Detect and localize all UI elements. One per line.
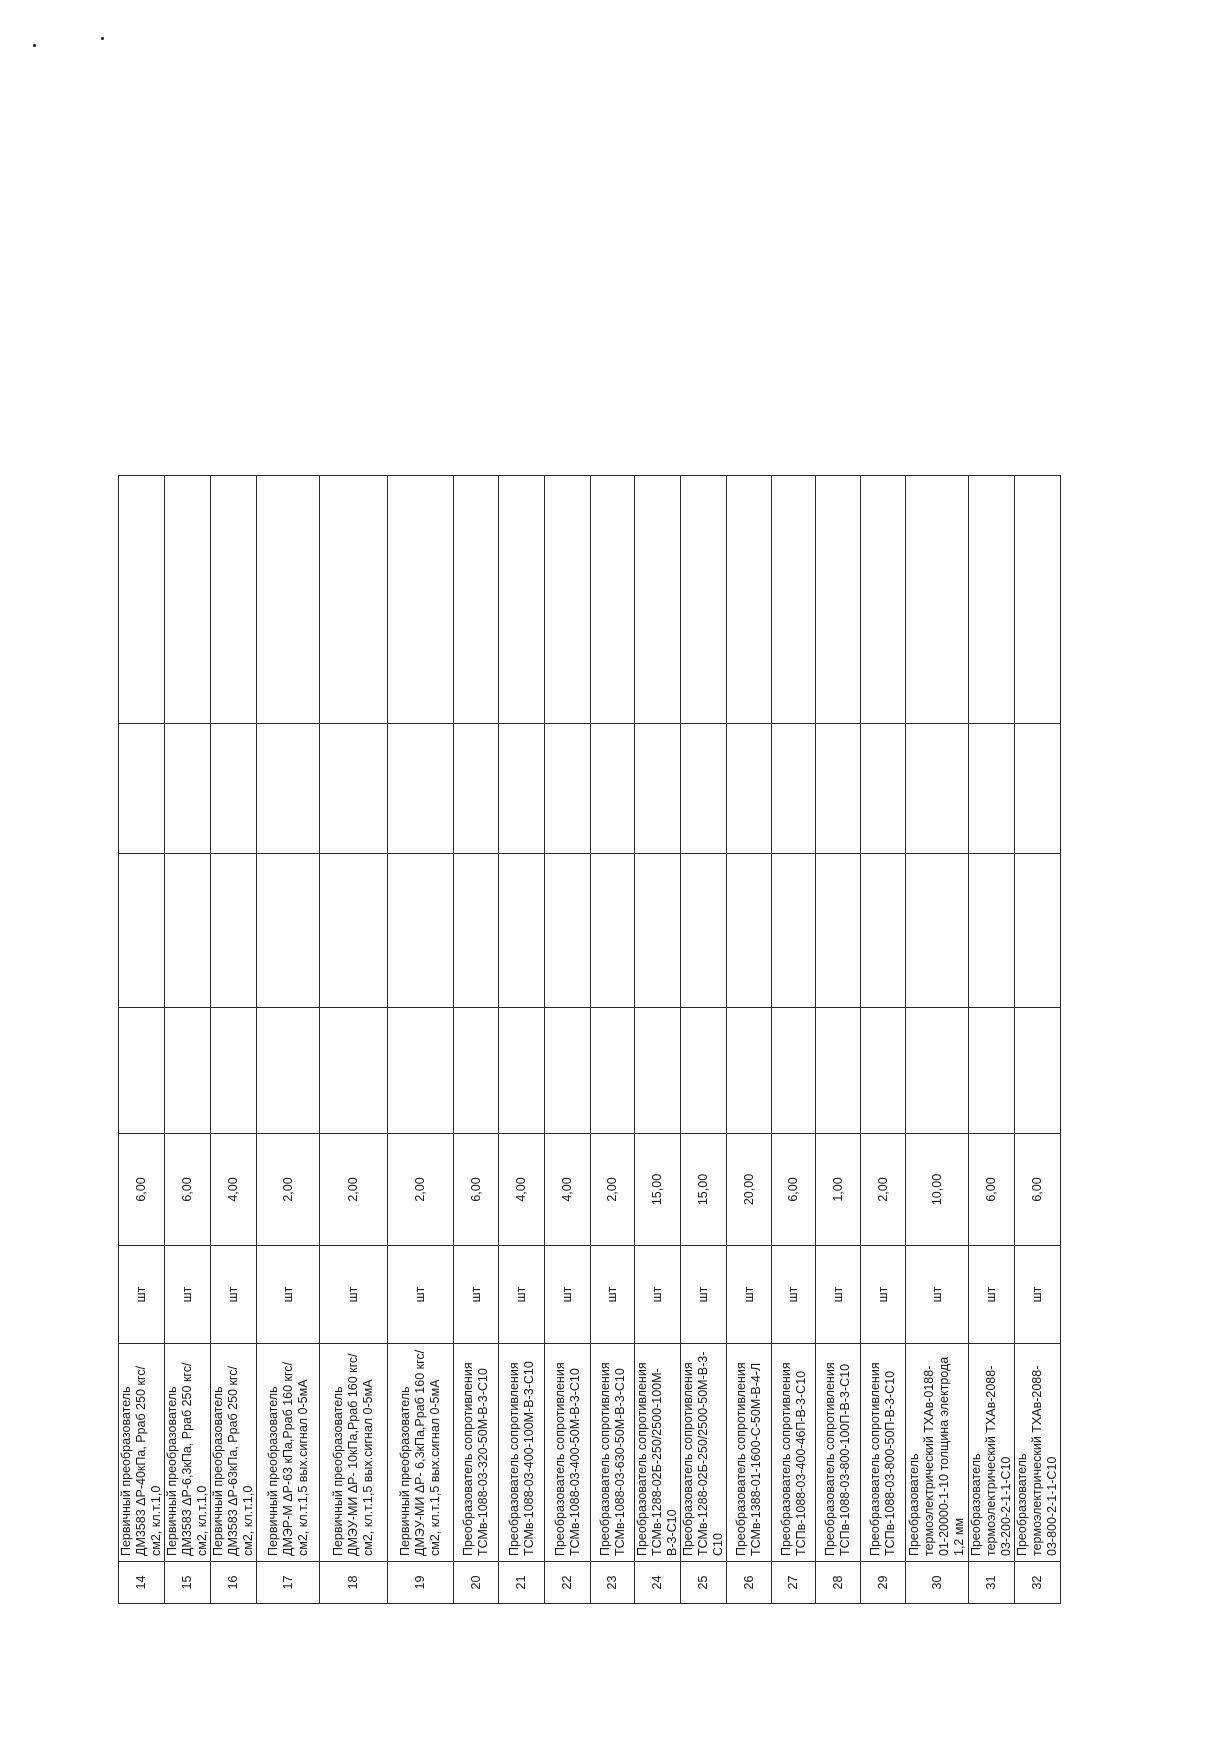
unit-cell: шт — [591, 1246, 635, 1344]
row-number-cell: 21 — [499, 1562, 545, 1604]
item-name-cell: Преобразователь сопротивления ТСМв-1088-03-630-50М-В-3-С10 — [591, 1344, 635, 1562]
empty-cell — [388, 724, 454, 854]
rotated-table-container — [118, 476, 1112, 1604]
table-row — [906, 476, 969, 1604]
empty-cell — [545, 724, 591, 854]
empty-cell — [211, 724, 257, 854]
empty-cell — [635, 476, 681, 724]
empty-cell — [165, 724, 211, 854]
empty-cell — [861, 1008, 906, 1134]
empty-cell — [119, 854, 165, 1008]
row-number-cell: 25 — [681, 1562, 727, 1604]
item-name-cell: Преобразователь сопротивления ТСМв-1088-03-400-50М-В-3-С10 — [545, 1344, 591, 1562]
empty-cell — [1015, 476, 1061, 724]
empty-cell — [320, 854, 388, 1008]
scan-speck — [33, 44, 36, 47]
empty-cell — [969, 724, 1015, 854]
empty-cell — [681, 724, 727, 854]
empty-cell — [454, 854, 499, 1008]
row-number-cell: 31 — [969, 1562, 1015, 1604]
empty-cell — [119, 476, 165, 724]
table-body — [119, 476, 1061, 1604]
table-row — [119, 476, 165, 1604]
scan-speck — [101, 37, 104, 40]
row-number-cell: 15 — [165, 1562, 211, 1604]
empty-cell — [545, 854, 591, 1008]
empty-cell — [861, 476, 906, 724]
empty-cell — [454, 724, 499, 854]
quantity-cell: 15,00 — [681, 1134, 727, 1246]
empty-cell — [388, 1008, 454, 1134]
empty-cell — [119, 1008, 165, 1134]
empty-cell — [1015, 1008, 1061, 1134]
empty-cell — [211, 476, 257, 724]
item-name-cell: Первичный преобразователь ДМЭУ-МИ ΔР- 10кПа,Рраб 160 кгс/см2, кл.т.1,5 вых.сигнал 0-5мА — [320, 1344, 388, 1562]
empty-cell — [388, 476, 454, 724]
empty-cell — [454, 1008, 499, 1134]
empty-cell — [772, 854, 816, 1008]
empty-cell — [211, 854, 257, 1008]
table-row — [635, 476, 681, 1604]
empty-cell — [119, 724, 165, 854]
empty-cell — [906, 1008, 969, 1134]
empty-cell — [1015, 724, 1061, 854]
quantity-cell: 6,00 — [454, 1134, 499, 1246]
empty-cell — [861, 854, 906, 1008]
empty-cell — [635, 1008, 681, 1134]
table-row — [1015, 476, 1061, 1604]
unit-cell: шт — [906, 1246, 969, 1344]
unit-cell: шт — [816, 1246, 861, 1344]
empty-cell — [591, 1008, 635, 1134]
table-row — [969, 476, 1015, 1604]
quantity-cell: 2,00 — [388, 1134, 454, 1246]
quantity-cell: 4,00 — [545, 1134, 591, 1246]
table-row — [388, 476, 454, 1604]
empty-cell — [320, 1008, 388, 1134]
unit-cell: шт — [499, 1246, 545, 1344]
empty-cell — [969, 1008, 1015, 1134]
item-name-cell: Преобразователь сопротивления ТСМв-1088-03-400-100М-В-3-С10 — [499, 1344, 545, 1562]
empty-cell — [727, 724, 772, 854]
empty-cell — [1015, 854, 1061, 1008]
item-name-cell: Преобразователь сопротивления ТСПв-1088-03-800-100П-В-3-С10 — [816, 1344, 861, 1562]
empty-cell — [320, 724, 388, 854]
empty-cell — [257, 1008, 320, 1134]
row-number-cell: 28 — [816, 1562, 861, 1604]
unit-cell: шт — [772, 1246, 816, 1344]
quantity-cell: 2,00 — [320, 1134, 388, 1246]
empty-cell — [969, 476, 1015, 724]
empty-cell — [816, 724, 861, 854]
row-number-cell: 26 — [727, 1562, 772, 1604]
unit-cell: шт — [257, 1246, 320, 1344]
empty-cell — [969, 854, 1015, 1008]
quantity-cell: 6,00 — [119, 1134, 165, 1246]
row-number-cell: 27 — [772, 1562, 816, 1604]
empty-cell — [772, 724, 816, 854]
empty-cell — [499, 476, 545, 724]
unit-cell: шт — [635, 1246, 681, 1344]
table-row — [861, 476, 906, 1604]
empty-cell — [257, 724, 320, 854]
empty-cell — [591, 854, 635, 1008]
quantity-cell: 4,00 — [499, 1134, 545, 1246]
row-number-cell: 19 — [388, 1562, 454, 1604]
empty-cell — [499, 854, 545, 1008]
empty-cell — [681, 476, 727, 724]
quantity-cell: 4,00 — [211, 1134, 257, 1246]
empty-cell — [499, 1008, 545, 1134]
empty-cell — [257, 476, 320, 724]
empty-cell — [906, 724, 969, 854]
row-number-cell: 24 — [635, 1562, 681, 1604]
item-name-cell: Преобразователь термоэлектрический ТХАв-2088-03-800-2-1-1-С10 — [1015, 1344, 1061, 1562]
table-row — [454, 476, 499, 1604]
unit-cell: шт — [165, 1246, 211, 1344]
item-name-cell: Первичный преобразователь ДМ3583 ΔР-40кПа, Рраб 250 кгс/см2, кл.т.1,0 — [119, 1344, 165, 1562]
row-number-cell: 29 — [861, 1562, 906, 1604]
empty-cell — [165, 854, 211, 1008]
empty-cell — [454, 476, 499, 724]
quantity-cell: 2,00 — [257, 1134, 320, 1246]
quantity-cell: 6,00 — [969, 1134, 1015, 1246]
quantity-cell: 20,00 — [727, 1134, 772, 1246]
quantity-cell: 6,00 — [165, 1134, 211, 1246]
empty-cell — [591, 724, 635, 854]
empty-cell — [727, 476, 772, 724]
empty-cell — [388, 854, 454, 1008]
table-row — [681, 476, 727, 1604]
table-row — [545, 476, 591, 1604]
row-number-cell: 32 — [1015, 1562, 1061, 1604]
unit-cell: шт — [861, 1246, 906, 1344]
table-row — [257, 476, 320, 1604]
unit-cell: шт — [454, 1246, 499, 1344]
unit-cell: шт — [727, 1246, 772, 1344]
empty-cell — [499, 724, 545, 854]
empty-cell — [165, 1008, 211, 1134]
item-name-cell: Преобразователь сопротивления ТСПв-1088-03-800-50П-В-3-С10 — [861, 1344, 906, 1562]
empty-cell — [906, 854, 969, 1008]
unit-cell: шт — [211, 1246, 257, 1344]
item-name-cell: Первичный преобразователь ДМ3583 ΔР-6,3кПа, Рраб 250 кгс/см2, кл.т.1,0 — [165, 1344, 211, 1562]
row-number-cell: 17 — [257, 1562, 320, 1604]
empty-cell — [727, 854, 772, 1008]
unit-cell: шт — [1015, 1246, 1061, 1344]
table-row — [727, 476, 772, 1604]
empty-cell — [772, 476, 816, 724]
item-name-cell: Преобразователь термоэлектрический ТХАв-0188-01-20000-1-10 толщина электрода 1,2 мм — [906, 1344, 969, 1562]
unit-cell: шт — [119, 1246, 165, 1344]
empty-cell — [211, 1008, 257, 1134]
empty-cell — [545, 476, 591, 724]
item-name-cell: Преобразователь сопротивления ТСМв-1288-02Б-250/2500-50М-В-3-С10 — [681, 1344, 727, 1562]
quantity-cell: 2,00 — [591, 1134, 635, 1246]
unit-cell: шт — [681, 1246, 727, 1344]
quantity-cell: 10,00 — [906, 1134, 969, 1246]
table-row — [211, 476, 257, 1604]
table-row — [165, 476, 211, 1604]
row-number-cell: 20 — [454, 1562, 499, 1604]
empty-cell — [816, 854, 861, 1008]
empty-cell — [861, 724, 906, 854]
unit-cell: шт — [545, 1246, 591, 1344]
empty-cell — [165, 476, 211, 724]
empty-cell — [591, 476, 635, 724]
item-name-cell: Преобразователь термоэлектрический ТХАв-2088-03-200-2-1-1-С10 — [969, 1344, 1015, 1562]
table-row — [320, 476, 388, 1604]
empty-cell — [681, 854, 727, 1008]
empty-cell — [727, 1008, 772, 1134]
quantity-cell: 6,00 — [772, 1134, 816, 1246]
item-name-cell: Преобразователь сопротивления ТСМв-1088-03-320-50М-В-3-С10 — [454, 1344, 499, 1562]
table-row — [772, 476, 816, 1604]
specification-table — [118, 475, 1061, 1604]
row-number-cell: 22 — [545, 1562, 591, 1604]
row-number-cell: 23 — [591, 1562, 635, 1604]
quantity-cell: 15,00 — [635, 1134, 681, 1246]
row-number-cell: 14 — [119, 1562, 165, 1604]
empty-cell — [772, 1008, 816, 1134]
empty-cell — [320, 476, 388, 724]
table-row — [591, 476, 635, 1604]
item-name-cell: Преобразователь сопротивления ТСМв-1388-01-1600-С-50М-В-4-Л — [727, 1344, 772, 1562]
empty-cell — [635, 854, 681, 1008]
unit-cell: шт — [388, 1246, 454, 1344]
quantity-cell: 2,00 — [861, 1134, 906, 1246]
item-name-cell: Преобразователь сопротивления ТСМв-1288-02Б-250/2500-100М-В-3-С10 — [635, 1344, 681, 1562]
table-row — [499, 476, 545, 1604]
row-number-cell: 30 — [906, 1562, 969, 1604]
quantity-cell: 1,00 — [816, 1134, 861, 1246]
empty-cell — [906, 476, 969, 724]
item-name-cell: Первичный преобразователь ДМ3583 ΔР-63кПа, Рраб 250 кгс/см2, кл.т.1,0 — [211, 1344, 257, 1562]
item-name-cell: Первичный преобразователь ДМЭР-М ΔР-63 кПа,Рраб 160 кгс/см2, кл.т.1,5 вых.сигнал 0-5мА — [257, 1344, 320, 1562]
row-number-cell: 18 — [320, 1562, 388, 1604]
quantity-cell: 6,00 — [1015, 1134, 1061, 1246]
empty-cell — [545, 1008, 591, 1134]
empty-cell — [635, 724, 681, 854]
empty-cell — [816, 1008, 861, 1134]
row-number-cell: 16 — [211, 1562, 257, 1604]
unit-cell: шт — [969, 1246, 1015, 1344]
empty-cell — [681, 1008, 727, 1134]
empty-cell — [257, 854, 320, 1008]
item-name-cell: Первичный преобразователь ДМЭУ-МИ ΔР- 6,3кПа,Рраб 160 кгс/см2, кл.т.1,5 вых.сигнал 0-5мА — [388, 1344, 454, 1562]
empty-cell — [816, 476, 861, 724]
item-name-cell: Преобразователь сопротивления ТСПв-1088-03-400-46П-В-3-С10 — [772, 1344, 816, 1562]
unit-cell: шт — [320, 1246, 388, 1344]
table-row — [816, 476, 861, 1604]
